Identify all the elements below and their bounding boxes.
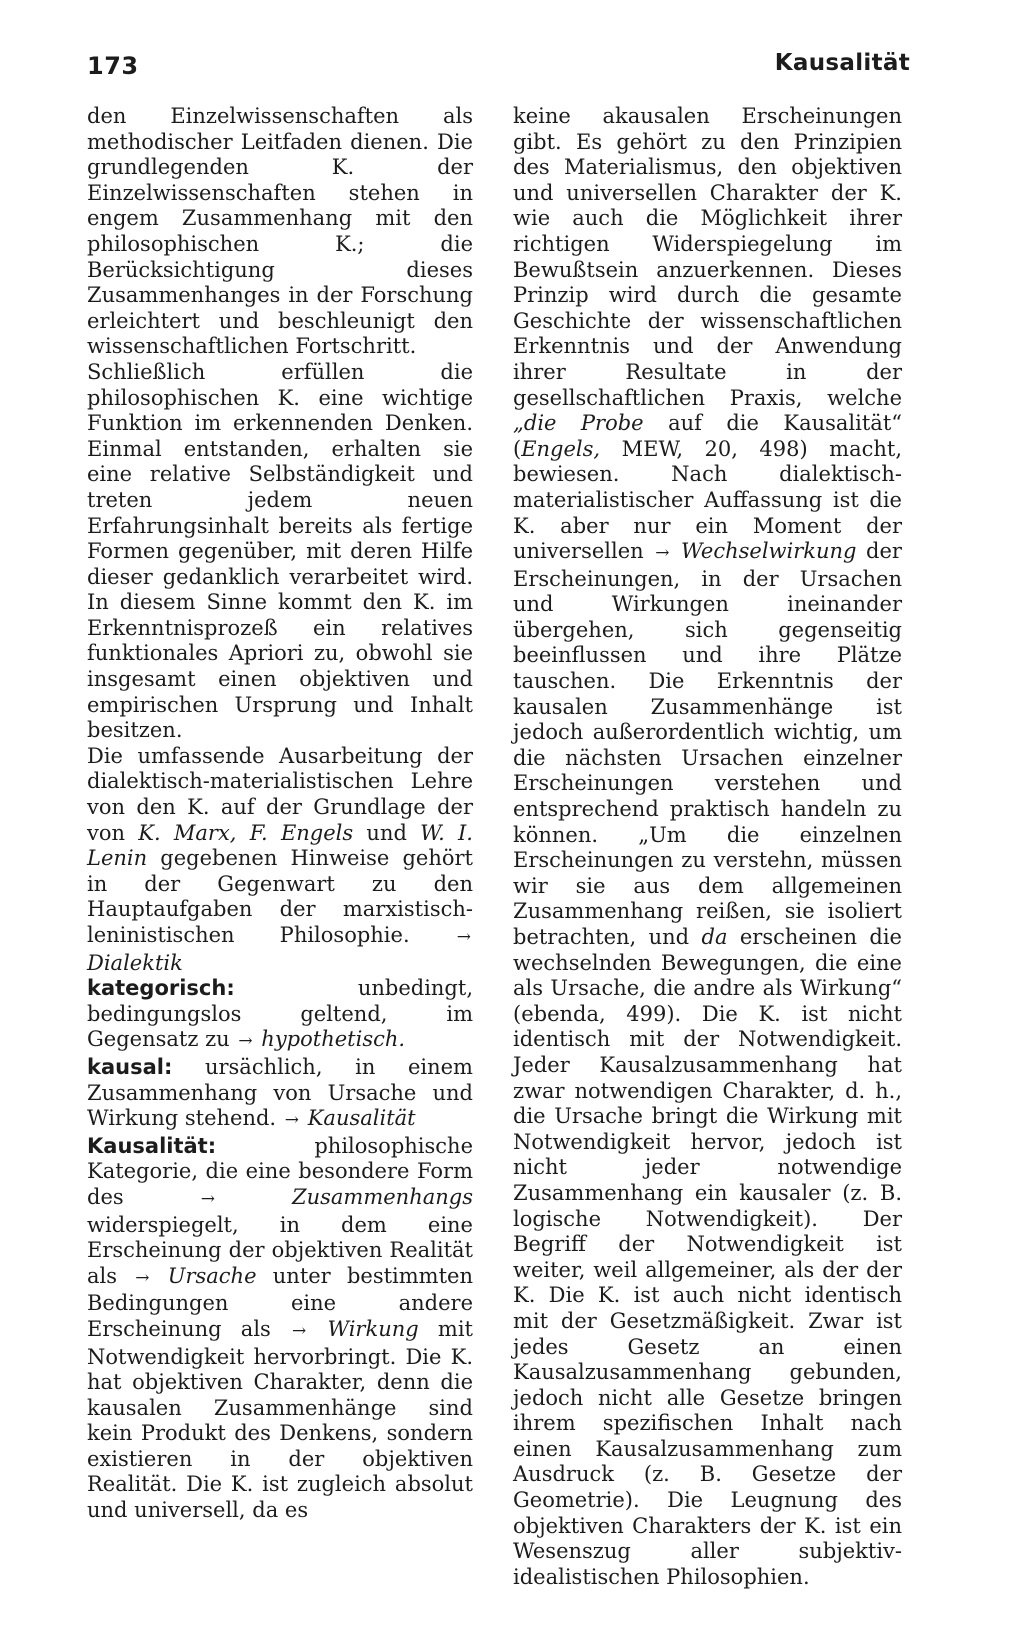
text: keine akausalen Erscheinungen gibt. Es gehört zu den Prinzipien des Materialismus, den objektiven und universellen Charakter der K. wie auch die Möglichkeit ihrer richtigen Widerspiegelung im Bewußtsein anzuerkennen. Dieses Prinzip wird durch die gesamte Geschichte der wissenschaftlichen Erkenntnis und der Anwendung ihrer Resultate in der gesellschaftlichen Praxis, welche xyxy=(513,104,902,410)
paragraph xyxy=(513,104,902,1590)
cross-reference: Ursache xyxy=(167,1263,257,1288)
author-name: W. I. Lenin xyxy=(87,820,473,871)
cross-reference: Dialektik xyxy=(87,950,183,975)
arrow-icon: → xyxy=(284,1110,300,1131)
paragraph xyxy=(87,744,473,976)
running-head: Kausalität xyxy=(774,50,910,76)
author-names: K. Marx, F. Engels xyxy=(138,820,354,845)
arrow-icon: → xyxy=(238,1031,253,1052)
emphasis: da xyxy=(701,925,728,949)
arrow-icon: → xyxy=(292,1320,307,1341)
author-name: Engels, xyxy=(521,436,601,461)
arrow-icon: → xyxy=(135,1267,150,1288)
entry-text: ursächlich, in einem Zusammenhang von Ursache und Wirkung stehend. xyxy=(87,1054,473,1131)
cross-reference: hypothetisch. xyxy=(261,1027,406,1052)
text: auf die Kausalität“ ( xyxy=(513,411,902,461)
arrow-icon: → xyxy=(200,1188,215,1209)
entry-headword: Kausalität: xyxy=(87,1133,217,1158)
entry-text: unbedingt, bedingungslos geltend, im Gegensatz zu xyxy=(87,976,473,1052)
text: Die umfassende Ausarbeitung der dialektisch-materialistischen Lehre von den K. auf der Grundlage der von xyxy=(87,743,473,845)
paragraph: Schließlich erfüllen die philosophischen K. eine wichtige Funktion im erkennenden Denken. Einmal entstanden, erhalten sie eine relative Selbständigkeit und treten jedem neuen Erfahrungsinhalt bereits als fertige Formen gegenüber, mit deren Hilfe dieser gedanklich verarbeitet wird. In diesem Sinne kommt den K. im Erkenntnisprozeß ein relatives funktionales Apriori zu, obwohl sie insgesamt einen objektiven und empirischen Ursprung und Inhalt besitzen. xyxy=(87,359,473,743)
text: und xyxy=(366,820,407,845)
cross-reference: Zusammenhangs xyxy=(292,1184,473,1209)
entry-kausalitaet xyxy=(87,1134,473,1524)
text: erscheinen die wechselnden Bewegungen, die eine als Ursache, die andre als Wirkung“ (ebenda, 499). Die K. ist nicht identisch mit der Notwendigkeit. Jeder Kausalzusammenhang hat zwar notwendigen Charakter, d. h., die Ursache bringt die Wirkung mit Notwendigkeit hervor, jedoch ist nicht jeder notwendige Zusammenhang ein kausaler (z. B. logische Notwendigkeit). Der Begriff der Notwendigkeit ist weiter, weil allgemeiner, als der der K. Die K. ist auch nicht identisch mit der Gesetzmäßigkeit. Zwar ist jedes Gesetz an einen Kausalzusammenhang gebunden, jedoch nicht alle Gesetze bringen ihrem spezifischen Inhalt nach einen Kausalzusammenhang zum Ausdruck (z. B. Gesetze der Geometrie). Die Leugnung des objektiven Charakters der K. ist ein Wesenszug aller subjektiv-idealistischen Philosophien. xyxy=(513,925,902,1589)
text: MEW, 20, 498) macht, bewiesen. Nach dialektisch-materialistischer Auffassung ist die K. aber nur ein Moment der universellen xyxy=(513,436,902,564)
page-number: 173 xyxy=(87,52,139,80)
entry-headword: kausal: xyxy=(87,1054,173,1079)
text: gegebenen Hinweise gehört in der Gegenwart zu den Hauptaufgaben der marxistisch-leninistischen Philosophie. xyxy=(87,846,473,947)
entry-kausal xyxy=(87,1055,473,1134)
quote: „die Probe xyxy=(513,411,644,436)
right-column xyxy=(513,104,902,1590)
entry-text: unter bestimmten Bedingungen eine andere Erscheinung als xyxy=(87,1263,473,1341)
entry-text: philosophische Kategorie, die eine besondere Form des xyxy=(87,1133,473,1209)
cross-reference: Kausalität xyxy=(307,1106,416,1131)
text: der Erscheinungen, in der Ursachen und Wirkungen ineinander übergehen, sich gegenseitig beeinflussen und ihre Plätze tauschen. Die Erkenntnis der kausalen Zusammenhänge ist jedoch außerordentlich wichtig, um die nächsten Ursachen einzelner Erscheinungen verstehen und entsprechend praktisch handeln zu können. „Um die einzelnen Erscheinungen zu verstehn, müssen wir sie aus dem allgemeinen Zusammenhang reißen, sie isoliert betrachten, und xyxy=(513,539,902,949)
entry-text: widerspiegelt, in dem eine Erscheinung der objektiven Realität als xyxy=(87,1212,473,1288)
left-column xyxy=(87,104,473,1524)
arrow-icon: → xyxy=(655,543,670,564)
entry-kategorisch xyxy=(87,976,473,1055)
paragraph: den Einzelwissenschaften als methodischer Leitfaden dienen. Die grundlegenden K. der Einzelwissenschaften stehen in engem Zusammenhang mit den philosophischen K.; die Berücksichtigung dieses Zusammenhanges in der Forschung erleichtert und beschleunigt den wissenschaftlichen Fortschritt. xyxy=(87,104,473,359)
arrow-icon: → xyxy=(456,927,471,947)
cross-reference: Wirkung xyxy=(327,1316,419,1341)
cross-reference: Wechselwirkung xyxy=(681,539,857,564)
entry-headword: kategorisch: xyxy=(87,976,235,1001)
entry-text: mit Notwendigkeit hervorbringt. Die K. hat objektiven Charakter, denn die kausalen Zusammenhänge sind kein Produkt des Denkens, sondern existieren in der objektiven Realität. Die K. ist zugleich absolut und universell, da es xyxy=(87,1316,473,1523)
